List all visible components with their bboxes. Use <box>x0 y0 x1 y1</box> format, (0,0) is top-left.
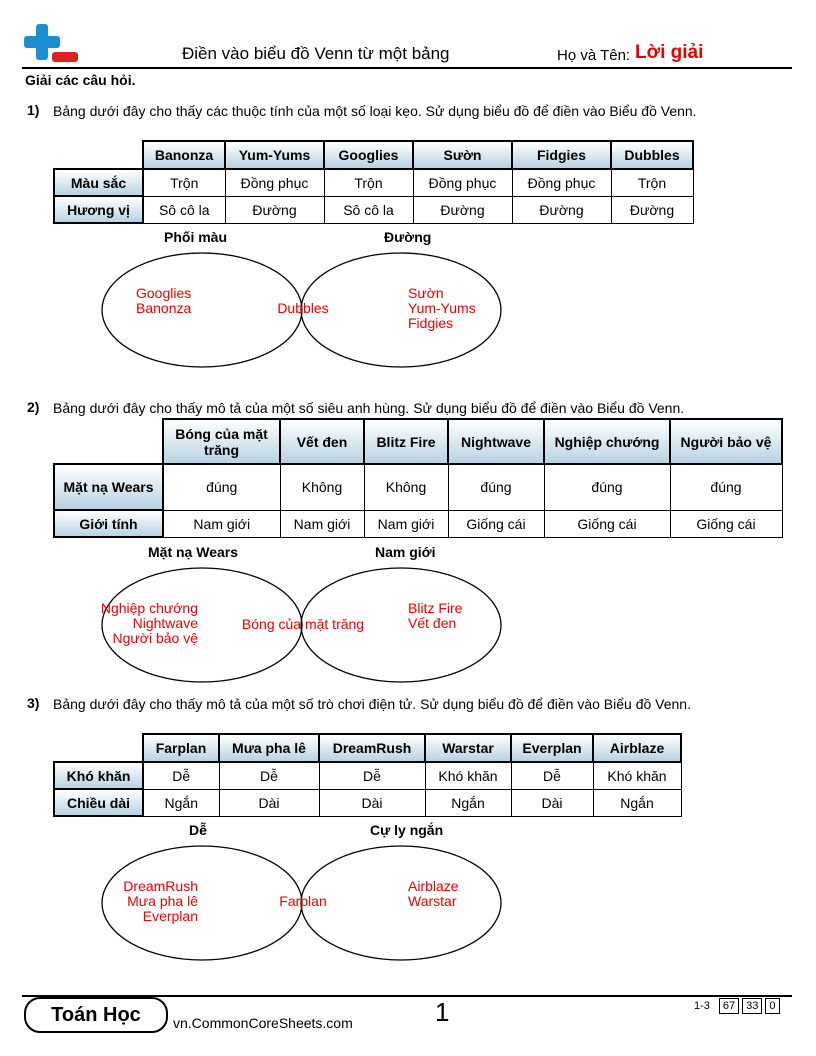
venn-overlap-region <box>203 301 403 316</box>
site-url[interactable]: vn.CommonCoreSheets.com <box>173 1015 353 1031</box>
page-title: Điền vào biểu đồ Venn từ một bảng <box>182 44 450 63</box>
question-text-3: Bảng dưới đây cho thấy mô tả của một số trò chơi điện tử. Sử dụng biểu đồ để điền vào Biểu đồ Venn. <box>53 696 691 712</box>
table-cell: Dễ <box>511 762 593 789</box>
question-text-2: Bảng dưới đây cho thấy mô tả của một số siêu anh hùng. Sử dụng biểu đồ để điền vào Biểu đồ Venn. <box>53 400 685 416</box>
column-header: Vết đen <box>280 419 364 464</box>
column-header: Bóng của mặt trăng <box>163 419 280 464</box>
venn-left-label: Dễ <box>189 822 207 838</box>
table-cell: Dài <box>219 789 319 816</box>
venn-item: Sườn <box>408 285 444 301</box>
column-header: Mưa pha lê <box>219 734 319 762</box>
column-header: Blitz Fire <box>364 419 448 464</box>
question-number-3: 3) <box>27 695 40 711</box>
column-header: Nghiệp chướng <box>544 419 670 464</box>
venn-item: Googlies <box>136 285 192 301</box>
table-cell: Đường <box>225 196 324 223</box>
table-cell: Nam giới <box>280 510 364 537</box>
venn-item: Everplan <box>142 908 198 924</box>
column-header: Banonza <box>143 141 225 169</box>
column-header: Yum-Yums <box>225 141 324 169</box>
column-header: Farplan <box>143 734 219 762</box>
venn-left-label: Mặt nạ Wears <box>148 544 238 560</box>
stat-box: 67 <box>719 998 739 1014</box>
stat-box: 33 <box>742 998 762 1014</box>
table-cell: Đồng phục <box>225 169 324 196</box>
score-stats <box>694 998 780 1014</box>
table-cell: Giống cái <box>670 510 782 537</box>
venn-item: DreamRush <box>123 878 198 894</box>
table-cell: Đường <box>611 196 693 223</box>
column-header: Fidgies <box>512 141 611 169</box>
table-cell: Dài <box>319 789 425 816</box>
venn-item: Nghiệp chướng <box>100 600 198 616</box>
venn-right-label: Cự ly ngắn <box>370 822 444 838</box>
table-cell: Dễ <box>219 762 319 789</box>
venn-item: Warstar <box>408 893 457 909</box>
table-cell: Đường <box>512 196 611 223</box>
column-header: Dubbles <box>611 141 693 169</box>
column-header: Everplan <box>511 734 593 762</box>
venn-left-region <box>136 286 191 316</box>
column-header: Sườn <box>413 141 512 169</box>
table-cell: Sô cô la <box>324 196 413 223</box>
table-cell: đúng <box>448 464 544 510</box>
column-header: Nightwave <box>448 419 544 464</box>
table-cell: Ngắn <box>425 789 511 816</box>
venn-item: Farplan <box>279 893 327 909</box>
table-cell: Không <box>364 464 448 510</box>
venn-item: Người bảo vệ <box>112 630 198 646</box>
row-header: Chiều dài <box>54 789 143 816</box>
logo-icon <box>22 22 80 68</box>
data-table-3 <box>53 733 682 817</box>
venn-item: Dubbles <box>277 300 329 316</box>
venn-right-label: Nam giới <box>375 544 436 560</box>
table-cell: Giống cái <box>448 510 544 537</box>
brand-badge: Toán Học <box>24 997 168 1033</box>
table-cell: Đường <box>413 196 512 223</box>
venn-item: Airblaze <box>408 878 459 894</box>
venn-overlap-region <box>203 617 403 632</box>
table-cell: Dễ <box>143 762 219 789</box>
column-header: Airblaze <box>593 734 681 762</box>
row-header: Mặt nạ Wears <box>54 464 163 510</box>
row-header: Hương vị <box>54 196 143 223</box>
data-table-1 <box>53 140 694 224</box>
table-cell: Khó khăn <box>425 762 511 789</box>
column-header: Người bảo vệ <box>670 419 782 464</box>
table-cell: Trộn <box>611 169 693 196</box>
question-text-1: Bảng dưới đây cho thấy các thuộc tính của một số loại kẹo. Sử dụng biểu đồ để điền vào Biểu đồ Venn. <box>53 103 697 119</box>
column-header: DreamRush <box>319 734 425 762</box>
table-cell: Giống cái <box>544 510 670 537</box>
instructions: Giải các câu hỏi. <box>25 72 136 88</box>
name-label: Họ và Tên: <box>557 47 631 64</box>
venn-item: Nightwave <box>132 615 198 631</box>
venn-item: Vết đen <box>408 615 457 631</box>
table-cell: Ngắn <box>143 789 219 816</box>
table-cell: Đồng phục <box>512 169 611 196</box>
table-cell: Ngắn <box>593 789 681 816</box>
page-number: 1 <box>435 997 450 1027</box>
venn-item: Bóng của mặt trăng <box>241 616 365 632</box>
column-header: Warstar <box>425 734 511 762</box>
venn-item: Mưa pha lê <box>127 893 198 909</box>
table-cell: Dễ <box>319 762 425 789</box>
row-header: Màu sắc <box>54 169 143 196</box>
table-cell: đúng <box>163 464 280 510</box>
stat-box: 0 <box>765 998 779 1014</box>
table-cell: Nam giới <box>364 510 448 537</box>
data-table-2 <box>53 418 783 538</box>
name-value: Lời giải <box>635 42 704 63</box>
venn-right-label: Đường <box>384 229 432 245</box>
venn-left-label: Phối màu <box>164 229 228 245</box>
table-cell: Sô cô la <box>143 196 225 223</box>
question-number-1: 1) <box>27 102 40 118</box>
venn-right-region <box>408 286 476 331</box>
venn-item: Fidgies <box>408 315 454 331</box>
row-header: Khó khăn <box>54 762 143 789</box>
venn-item: Yum-Yums <box>408 300 476 316</box>
table-cell: Khó khăn <box>593 762 681 789</box>
venn-left-region <box>80 879 198 924</box>
table-cell: Dài <box>511 789 593 816</box>
row-header: Giới tính <box>54 510 163 537</box>
table-cell: Trộn <box>143 169 225 196</box>
table-cell: đúng <box>670 464 782 510</box>
question-number-2: 2) <box>27 399 40 415</box>
table-cell: Nam giới <box>163 510 280 537</box>
table-cell: Không <box>280 464 364 510</box>
column-header: Googlies <box>324 141 413 169</box>
table-cell: Trộn <box>324 169 413 196</box>
question-range: 1-3 <box>694 1000 710 1012</box>
table-cell: đúng <box>544 464 670 510</box>
venn-overlap-region <box>203 894 403 909</box>
venn-right-region <box>408 879 459 909</box>
venn-left-region <box>60 601 198 646</box>
venn-item: Blitz Fire <box>408 600 463 616</box>
header-divider <box>22 67 792 69</box>
venn-right-region <box>408 601 462 631</box>
venn-item: Banonza <box>136 300 192 316</box>
table-cell: Đồng phục <box>413 169 512 196</box>
